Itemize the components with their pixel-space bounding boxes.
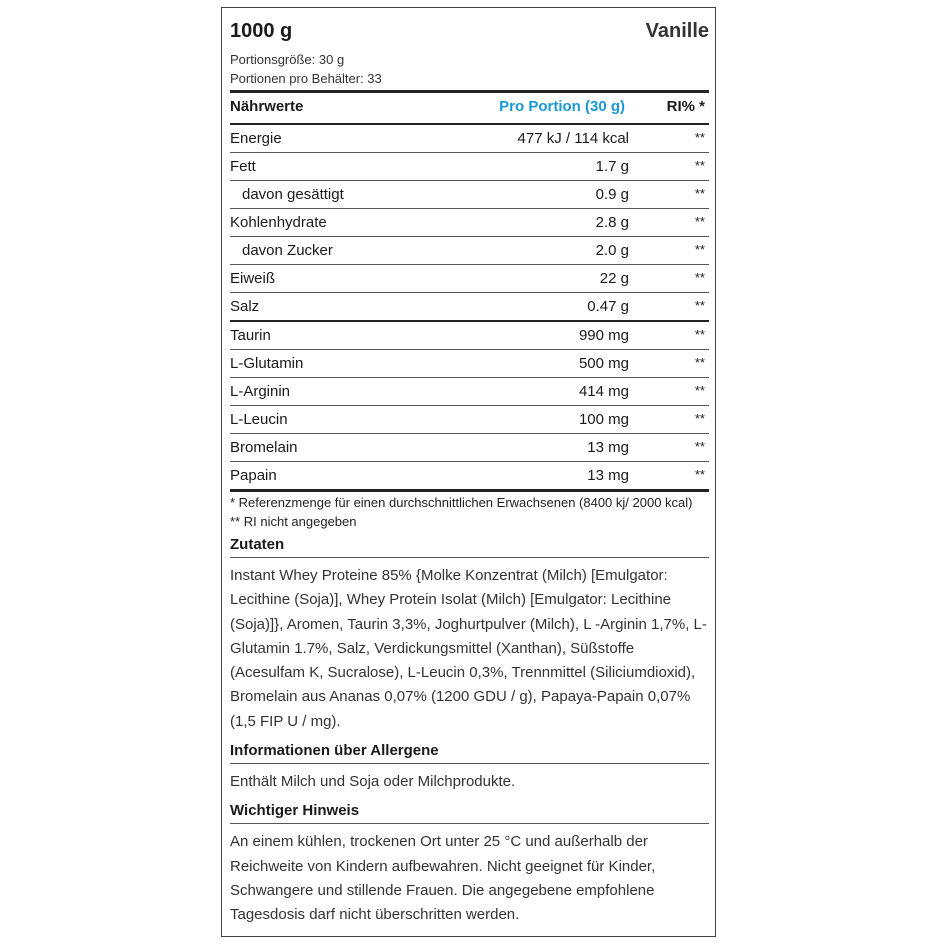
nutrient-name: Bromelain (230, 439, 298, 456)
nutrient-value: 22 g (599, 270, 629, 287)
nutrient-ri: ** (694, 186, 705, 201)
footnote-reference-intake: * Referenzmenge für einen durchschnittlichen Erwachsenen (8400 kj/ 2000 kcal) (230, 495, 693, 510)
table-row (230, 209, 709, 236)
column-header-ri: RI% * (666, 98, 705, 115)
divider (230, 763, 709, 764)
nutrient-value: 414 mg (578, 383, 629, 400)
nutrient-name: davon gesättigt (242, 186, 344, 203)
nutrient-name: Fett (230, 158, 256, 175)
label-content (230, 8, 709, 928)
nutrient-name: Kohlenhydrate (230, 214, 327, 231)
nutrient-ri: ** (694, 355, 705, 370)
nutrient-ri: ** (694, 130, 705, 145)
notice-text: An einem kühlen, trockenen Ort unter 25 °C und außerhalb der Reichweite von Kindern aufbewahren. Nicht geeignet für Kinder, Schwangere und stillende Frauen. Die angegebene empfohlene Tagesdosis darf nicht überschritten werden. (230, 833, 656, 924)
divider (230, 557, 709, 558)
nutrient-ri: ** (694, 298, 705, 313)
serving-size: Portionsgröße: 30 g (230, 52, 345, 67)
nutrient-value: 990 mg (578, 327, 629, 344)
nutrient-name: Eiweiß (230, 270, 276, 287)
table-row (230, 153, 709, 180)
column-header-nutrients: Nährwerte (230, 98, 304, 115)
nutrient-ri: ** (694, 270, 705, 285)
servings-per-container: Portionen pro Behälter: 33 (230, 71, 382, 86)
nutrient-name: L-Leucin (230, 411, 288, 428)
table-header (230, 93, 709, 123)
nutrient-name: Taurin (230, 327, 271, 344)
nutrition-label (221, 7, 716, 937)
nutrient-value: 500 mg (578, 355, 629, 372)
nutrient-ri: ** (694, 242, 705, 257)
flavor-name: Vanille (645, 20, 709, 42)
nutrient-value: 1.7 g (595, 158, 629, 175)
footnote-ri-not-given: ** RI nicht angegeben (230, 514, 357, 529)
nutrient-value: 100 mg (578, 411, 629, 428)
nutrient-name: L-Arginin (230, 383, 291, 400)
table-row (230, 322, 709, 349)
nutrient-value: 13 mg (587, 439, 629, 456)
ingredients-text: Instant Whey Proteine 85% {Molke Konzentrat (Milch) [Emulgator: Lecithine (Soja)], Whey Protein Isolat (Milch) [Emulgator: Lecithine (Soja)]}, Aromen, Taurin 3,3%, Joghurtpulver (Milch), L -Arginin 1,7%, L-Glutamin 1.7%, Salz, Verdickungsmittel (Xanthan), Süßstoffe (Acesulfam K, Sucralose), L-Leucin 0,3%, Trennmittel (Siliciumdioxid), Bromelain aus Ananas 0,07% (1200 GDU / g), Papaya-Papain 0,07% (1,5 FIP U / mg). (230, 567, 707, 730)
table-row (230, 293, 709, 320)
nutrient-ri: ** (694, 158, 705, 173)
nutrient-value: 2.0 g (595, 242, 629, 259)
nutrient-name: davon Zucker (242, 242, 333, 259)
divider (230, 823, 709, 824)
nutrient-value: 13 mg (587, 467, 629, 484)
nutrient-ri: ** (694, 327, 705, 342)
table-row (230, 265, 709, 292)
table-row (230, 350, 709, 377)
table-row (230, 462, 709, 489)
nutrient-ri: ** (694, 467, 705, 482)
nutrient-ri: ** (694, 411, 705, 426)
nutrient-value: 0.9 g (595, 186, 629, 203)
nutrient-value: 2.8 g (595, 214, 629, 231)
notice-title: Wichtiger Hinweis (230, 802, 360, 820)
nutrient-ri: ** (694, 383, 705, 398)
nutrient-value: 477 kJ / 114 kcal (517, 130, 629, 147)
table-bottom-divider (230, 489, 709, 492)
table-row (230, 406, 709, 433)
nutrient-name: L-Glutamin (230, 355, 304, 372)
table-row (230, 125, 709, 152)
nutrient-name: Papain (230, 467, 277, 484)
allergens-text: Enthält Milch und Soja oder Milchprodukte. (230, 773, 516, 791)
nutrient-ri: ** (694, 439, 705, 454)
nutrient-name: Salz (230, 298, 260, 315)
table-row (230, 378, 709, 405)
table-row (230, 181, 709, 208)
package-weight: 1000 g (230, 20, 293, 42)
table-row (230, 434, 709, 461)
label-header (230, 8, 709, 50)
ingredients-title: Zutaten (230, 536, 285, 553)
nutrient-ri: ** (694, 214, 705, 229)
nutrient-value: 0.47 g (587, 298, 629, 315)
allergens-title: Informationen über Allergene (230, 742, 439, 760)
column-header-per-serving: Pro Portion (30 g) (499, 98, 625, 115)
table-row (230, 237, 709, 264)
nutrient-name: Energie (230, 130, 282, 147)
